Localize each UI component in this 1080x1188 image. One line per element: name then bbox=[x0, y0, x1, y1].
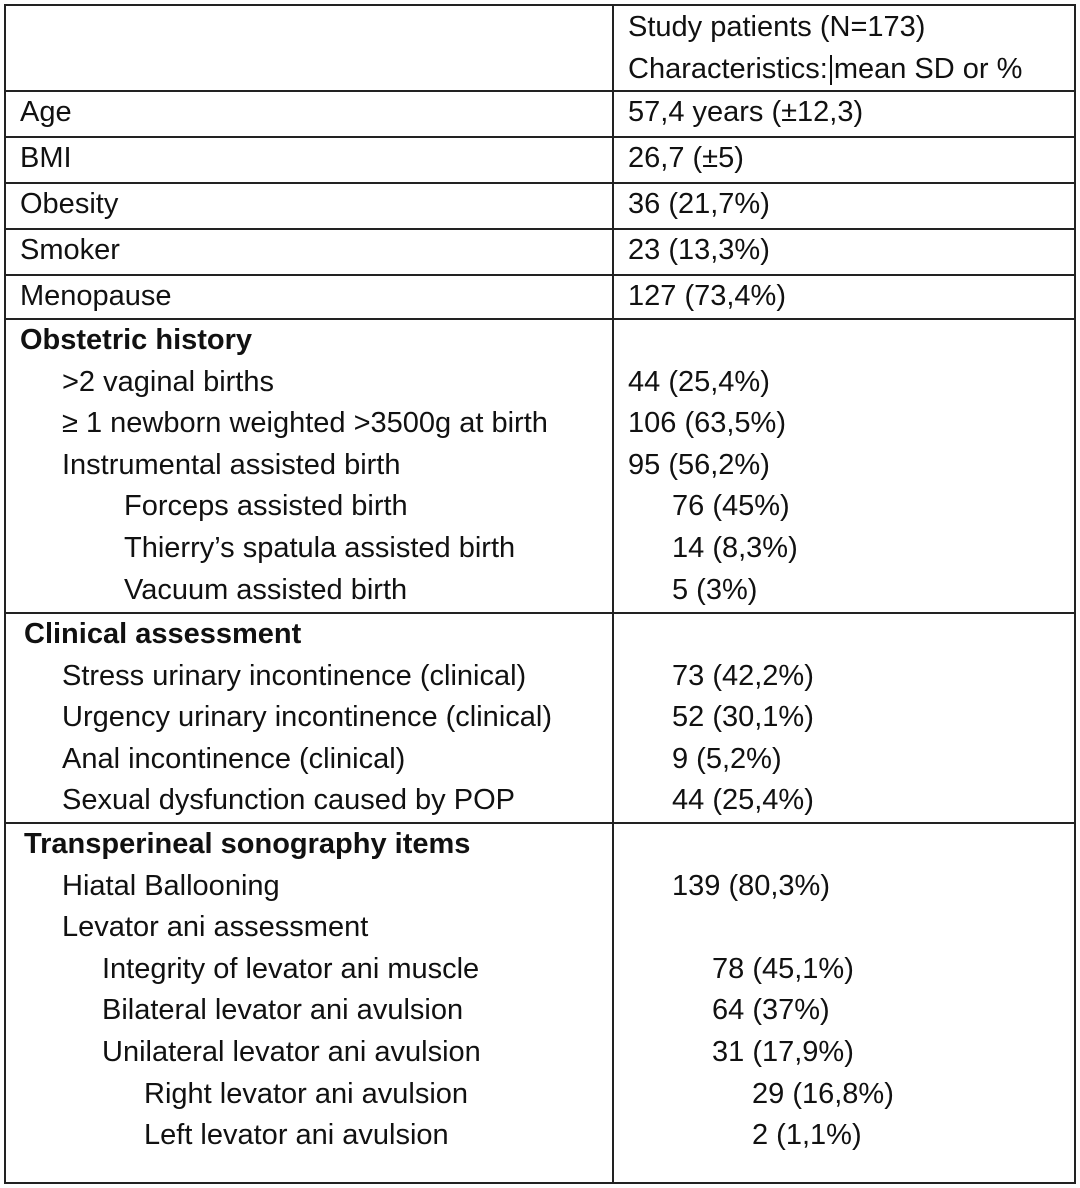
clinical-label-cell bbox=[5, 613, 613, 823]
row-label: Bilateral levator ani avulsion bbox=[102, 994, 464, 1027]
section-title: Transperineal sonography items bbox=[24, 828, 471, 860]
row-value-cell bbox=[613, 183, 1075, 229]
row-label: Right levator ani avulsion bbox=[144, 1077, 469, 1110]
row-value: 73 (42,2%) bbox=[672, 659, 814, 692]
row-value-empty bbox=[614, 614, 1074, 656]
row-label: Menopause bbox=[20, 280, 172, 312]
header-row bbox=[5, 5, 1075, 91]
row-value-cell bbox=[613, 91, 1075, 137]
row-value: 95 (56,2%) bbox=[628, 448, 770, 481]
row-value: 57,4 years (±12,3) bbox=[628, 96, 864, 128]
row-label: Thierry’s spatula assisted birth bbox=[124, 531, 516, 564]
transperineal-sonography-section bbox=[5, 823, 1075, 1183]
obstetric-value-cell bbox=[613, 319, 1075, 613]
row-value: 106 (63,5%) bbox=[628, 407, 786, 440]
row-label-cell bbox=[5, 91, 613, 137]
row-value-cell bbox=[613, 229, 1075, 275]
row-value: 139 (80,3%) bbox=[672, 869, 830, 902]
row-label: Levator ani assessment bbox=[62, 911, 369, 944]
table-row bbox=[5, 229, 1075, 275]
sonography-label-cell bbox=[5, 823, 613, 1183]
header-line-2-b: mean SD or % bbox=[833, 53, 1023, 85]
row-label: Stress urinary incontinence (clinical) bbox=[62, 659, 527, 692]
row-label: Age bbox=[20, 96, 72, 128]
row-label-cell bbox=[5, 275, 613, 319]
row-value: 76 (45%) bbox=[672, 490, 790, 523]
row-value: 44 (25,4%) bbox=[672, 784, 814, 817]
obstetric-history-section bbox=[5, 319, 1075, 613]
row-value: 78 (45,1%) bbox=[712, 952, 854, 985]
obstetric-label-cell bbox=[5, 319, 613, 613]
row-label: Hiatal Ballooning bbox=[62, 869, 280, 902]
header-line-2 bbox=[614, 48, 1074, 90]
row-label: Left levator ani avulsion bbox=[144, 1119, 449, 1152]
section-title: Clinical assessment bbox=[24, 618, 302, 650]
row-label: Vacuum assisted birth bbox=[124, 573, 408, 606]
clinical-value-cell bbox=[613, 613, 1075, 823]
row-value: 26,7 (±5) bbox=[628, 142, 744, 174]
table-row bbox=[5, 183, 1075, 229]
header-line-2-a: Characteristics: bbox=[628, 53, 828, 85]
row-value: 14 (8,3%) bbox=[672, 531, 798, 564]
table-row bbox=[5, 275, 1075, 319]
characteristics-table bbox=[4, 4, 1076, 1184]
row-value: 23 (13,3%) bbox=[628, 234, 770, 266]
row-label: Sexual dysfunction caused by POP bbox=[62, 784, 515, 817]
header-line-1: Study patients (N=173) bbox=[628, 11, 926, 43]
row-value: 9 (5,2%) bbox=[672, 742, 782, 775]
row-value-cell bbox=[613, 137, 1075, 183]
header-value-cell bbox=[613, 5, 1075, 91]
row-value-empty bbox=[614, 320, 1074, 362]
row-label: BMI bbox=[20, 142, 72, 174]
row-value: 2 (1,1%) bbox=[752, 1119, 862, 1152]
table-row bbox=[5, 91, 1075, 137]
row-label: Anal incontinence (clinical) bbox=[62, 742, 406, 775]
row-label: ≥ 1 newborn weighted >3500g at birth bbox=[62, 407, 548, 440]
row-label: Integrity of levator ani muscle bbox=[102, 952, 480, 985]
row-label: Smoker bbox=[20, 234, 120, 266]
row-value-cell bbox=[613, 275, 1075, 319]
row-label-cell bbox=[5, 229, 613, 275]
row-value: 127 (73,4%) bbox=[628, 280, 786, 312]
row-value-empty bbox=[614, 824, 1074, 866]
row-value: 31 (17,9%) bbox=[712, 1035, 854, 1068]
row-label: >2 vaginal births bbox=[62, 365, 274, 398]
row-label: Urgency urinary incontinence (clinical) bbox=[62, 701, 552, 734]
row-label: Instrumental assisted birth bbox=[62, 448, 401, 481]
row-label: Obesity bbox=[20, 188, 119, 220]
row-value: 36 (21,7%) bbox=[628, 188, 770, 220]
text-cursor-icon bbox=[830, 55, 832, 85]
row-label-cell bbox=[5, 137, 613, 183]
sonography-value-cell bbox=[613, 823, 1075, 1183]
row-value bbox=[614, 907, 1074, 949]
row-label-cell bbox=[5, 183, 613, 229]
section-title: Obstetric history bbox=[20, 324, 253, 356]
header-label-cell bbox=[5, 5, 613, 91]
row-value: 52 (30,1%) bbox=[672, 701, 814, 734]
row-value: 64 (37%) bbox=[712, 994, 830, 1027]
clinical-assessment-section bbox=[5, 613, 1075, 823]
row-value: 29 (16,8%) bbox=[752, 1077, 894, 1110]
row-value: 5 (3%) bbox=[672, 573, 758, 606]
table-row bbox=[5, 137, 1075, 183]
row-label: Unilateral levator ani avulsion bbox=[102, 1035, 481, 1068]
row-value: 44 (25,4%) bbox=[628, 365, 770, 398]
row-label: Forceps assisted birth bbox=[124, 490, 408, 523]
